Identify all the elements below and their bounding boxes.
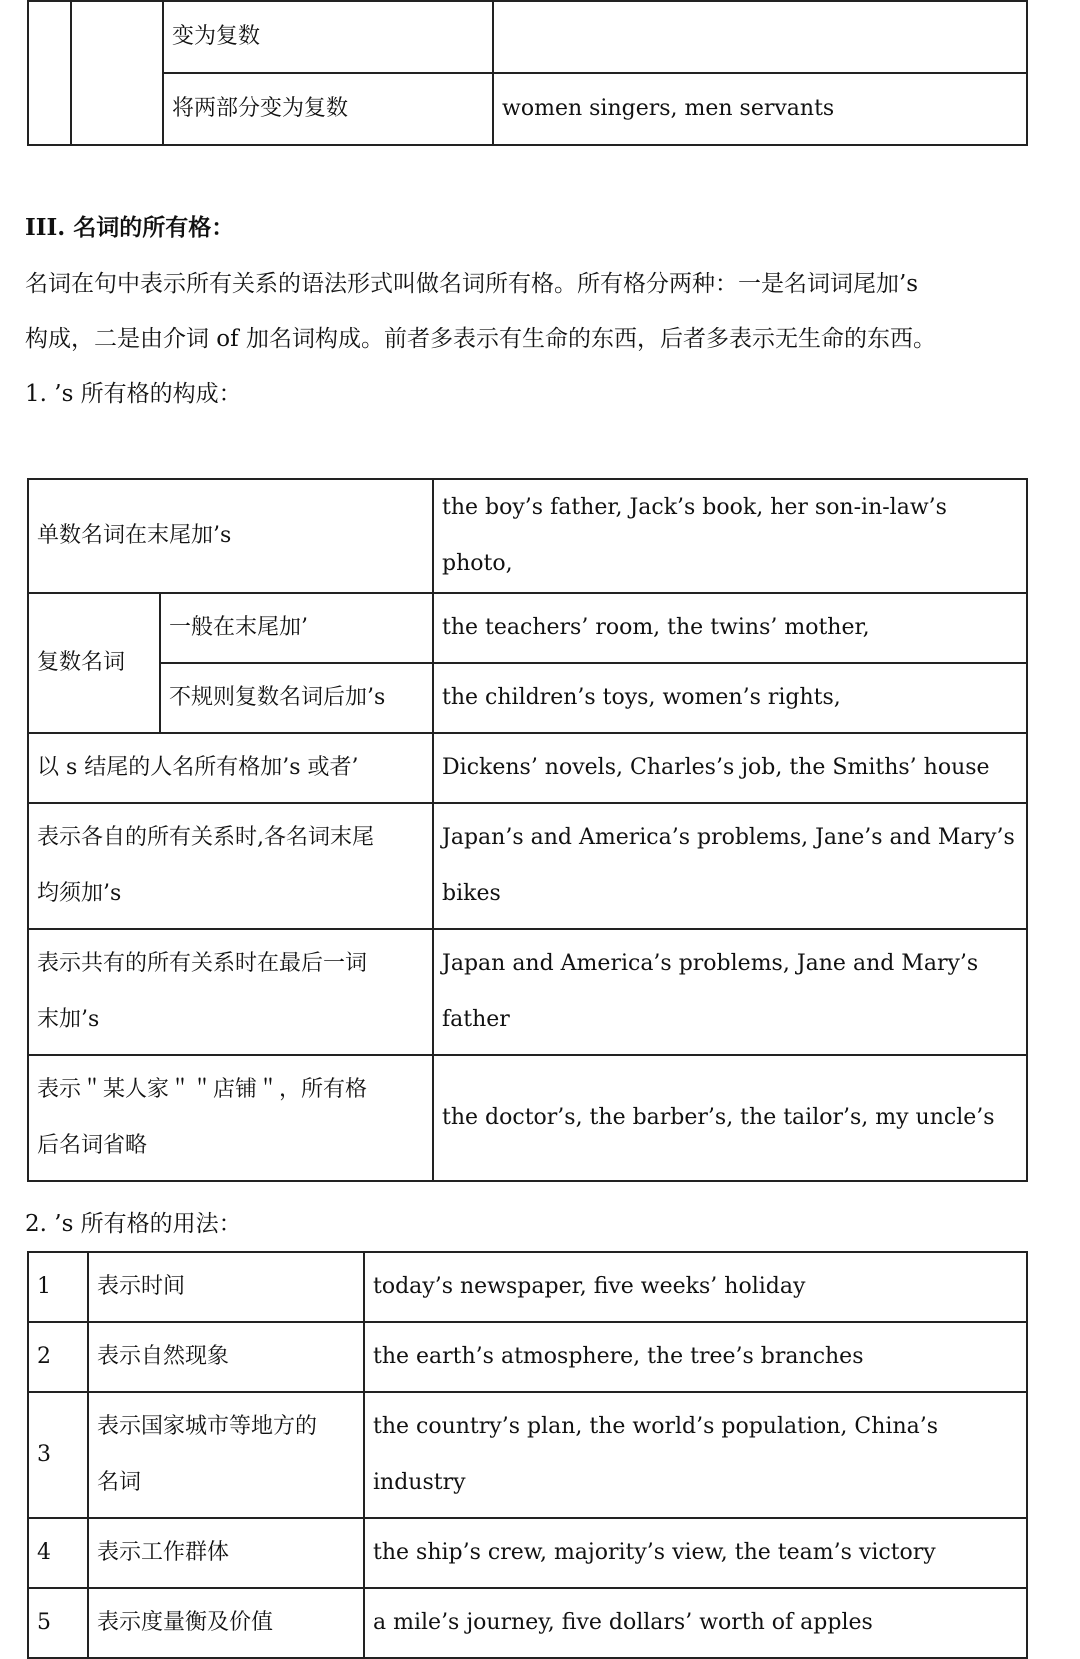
table-cell bbox=[433, 803, 1027, 929]
table-cell: Japan and America’s problems, Jane and Mary’s father bbox=[433, 929, 1027, 1055]
table-row bbox=[28, 803, 1027, 929]
cell-line: 名词 bbox=[97, 1470, 142, 1495]
table-row bbox=[28, 1588, 1027, 1658]
table-cell: 表示工作群体 bbox=[88, 1518, 364, 1588]
cell-line: 末加’s bbox=[37, 1007, 100, 1032]
table-cell: the doctor’s, the barber’s, the tailor’s, my uncle’s bbox=[433, 1055, 1027, 1181]
row-number: 1 bbox=[28, 1252, 88, 1322]
table-cell bbox=[28, 929, 433, 1055]
table-row bbox=[28, 1252, 1027, 1322]
possessive-formation-table bbox=[27, 478, 1028, 1182]
table-row bbox=[28, 73, 1027, 145]
table-cell: Dickens’ novels, Charles’s job, the Smiths’ house bbox=[433, 733, 1027, 803]
intro-paragraph-line: 构成，二是由介词 of 加名词构成。前者多表示有生命的东西，后者多表示无生命的东西。 bbox=[25, 326, 936, 352]
cell-line: Japan’s and America’s problems, Jane’s and Mary’s bbox=[442, 825, 1015, 850]
row-number: 4 bbox=[28, 1518, 88, 1588]
cell-line: 均须加’s bbox=[37, 881, 122, 906]
table-row bbox=[28, 1055, 1027, 1181]
possessive-usage-table bbox=[27, 1251, 1028, 1659]
cell-line: bikes bbox=[442, 881, 501, 906]
table-row bbox=[28, 1392, 1027, 1518]
table-cell: the country’s plan, the world’s population, China’s industry bbox=[364, 1392, 1027, 1518]
table-row bbox=[28, 1322, 1027, 1392]
table-cell: 表示度量衡及价值 bbox=[88, 1588, 364, 1658]
table-cell: 复数名词 bbox=[28, 593, 160, 733]
table-row bbox=[28, 479, 1027, 593]
table-cell: today’s newspaper, five weeks’ holiday bbox=[364, 1252, 1027, 1322]
cell-line: 表示共有的所有关系时在最后一词 bbox=[37, 951, 368, 976]
table-row bbox=[28, 1, 1027, 73]
table-cell bbox=[28, 803, 433, 929]
table-cell bbox=[493, 1, 1027, 73]
table-cell: the earth’s atmosphere, the tree’s branches bbox=[364, 1322, 1027, 1392]
section-heading: III. 名词的所有格： bbox=[25, 214, 235, 241]
table-cell bbox=[88, 1392, 364, 1518]
table-row bbox=[28, 663, 1027, 733]
table-cell: the teachers’ room, the twins’ mother, bbox=[433, 593, 1027, 663]
table-cell bbox=[28, 1, 71, 145]
table-cell: 一般在末尾加’ bbox=[160, 593, 433, 663]
table-cell: 变为复数 bbox=[163, 1, 493, 73]
table-row bbox=[28, 1518, 1027, 1588]
row-number: 3 bbox=[28, 1392, 88, 1518]
table-cell: 以 s 结尾的人名所有格加’s 或者’ bbox=[28, 733, 433, 803]
table-cell: 单数名词在末尾加’s bbox=[28, 479, 433, 593]
subsection-heading: 2. ’s 所有格的用法： bbox=[25, 1211, 242, 1237]
table-cell: 不规则复数名词后加’s bbox=[160, 663, 433, 733]
table-cell: the children’s toys, women’s rights, bbox=[433, 663, 1027, 733]
table-cell: the ship’s crew, majority’s view, the team’s victory bbox=[364, 1518, 1027, 1588]
cell-line: 表示国家城市等地方的 bbox=[97, 1414, 318, 1439]
table-cell: 表示自然现象 bbox=[88, 1322, 364, 1392]
plural-compound-table bbox=[27, 0, 1028, 146]
table-row bbox=[28, 733, 1027, 803]
cell-line: 表示＂某人家＂＂店铺＂，所有格 bbox=[37, 1077, 368, 1102]
table-cell: a mile’s journey, five dollars’ worth of apples bbox=[364, 1588, 1027, 1658]
table-cell bbox=[71, 1, 163, 145]
table-row bbox=[28, 593, 1027, 663]
intro-paragraph-line: 名词在句中表示所有关系的语法形式叫做名词所有格。所有格分两种：一是名词词尾加’s bbox=[25, 271, 919, 297]
row-number: 5 bbox=[28, 1588, 88, 1658]
cell-line: 后名词省略 bbox=[37, 1133, 148, 1158]
table-cell: women singers, men servants bbox=[493, 73, 1027, 145]
table-cell bbox=[28, 1055, 433, 1181]
subsection-heading: 1. ’s 所有格的构成： bbox=[25, 381, 242, 407]
table-cell: 将两部分变为复数 bbox=[163, 73, 493, 145]
table-cell: 表示时间 bbox=[88, 1252, 364, 1322]
cell-line: 表示各自的所有关系时,各名词末尾 bbox=[37, 825, 374, 850]
table-cell: the boy’s father, Jack’s book, her son-in-law’s photo, bbox=[433, 479, 1027, 593]
row-number: 2 bbox=[28, 1322, 88, 1392]
table-row bbox=[28, 929, 1027, 1055]
